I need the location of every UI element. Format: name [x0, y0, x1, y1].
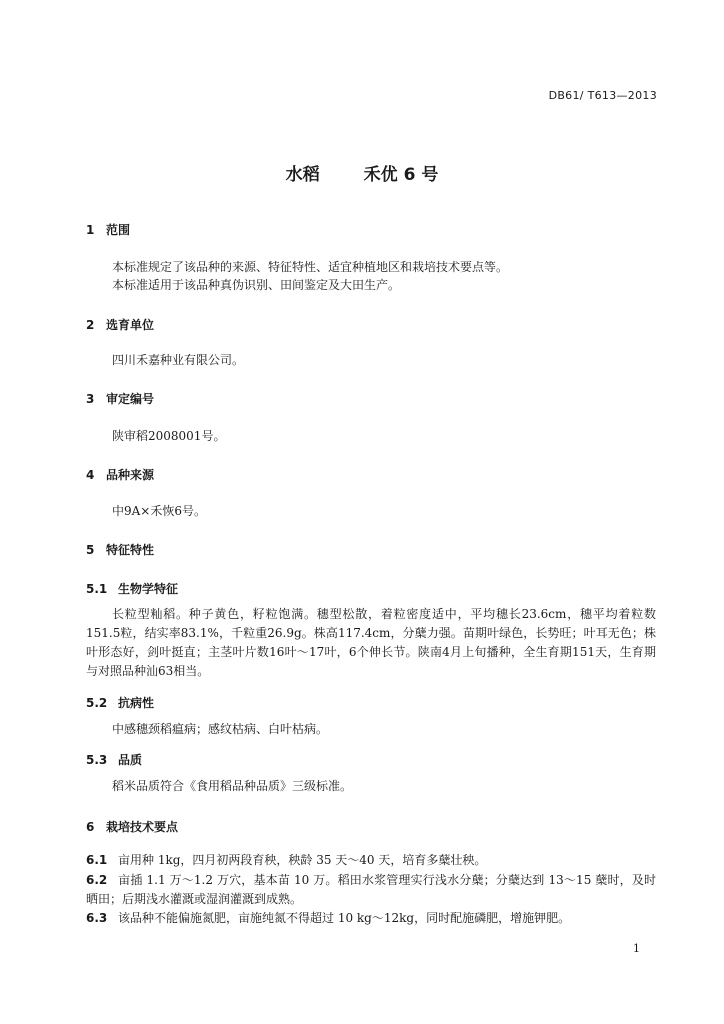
section-5-2-heading	[86, 694, 154, 711]
item-text: 亩插 1.1 万～1.2 万穴，基本苗 10 万。稻田水浆管理实行浅水分蘖；分蘖达到 13～15 蘖时，及时晒田；后期浅水灌溉或湿润灌溉到成熟。	[86, 873, 656, 906]
section-4-paragraph: 中9A×禾恢6号。	[112, 504, 206, 518]
section-5-1-paragraph: 长粒型籼稻。种子黄色，籽粒饱满。穗型松散，着粒密度适中，平均穗长23.6cm，穗平均着粒数151.5粒，结实率83.1%，千粒重26.9g。株高117.4cm，分蘖力强。苗期叶绿色，长势旺；叶耳无色；株叶形态好，剑叶挺直；主茎叶片数16叶～17叶，6个伸长节。陕南4月上旬播种，全生育期151天，生育期与对照品种汕63相当。	[86, 607, 656, 678]
section-number: 3	[86, 392, 95, 406]
document-code: DB61/ T613—2013	[548, 89, 657, 102]
section-title: 选育单位	[106, 318, 155, 332]
section-2-heading	[86, 316, 154, 333]
title-variety: 禾优 6 号	[363, 165, 439, 185]
section-5-1-heading	[86, 580, 178, 597]
section-number: 5	[86, 543, 95, 557]
section-2-paragraph: 四川禾嘉种业有限公司。	[112, 353, 245, 367]
section-title: 审定编号	[106, 392, 155, 406]
section-number: 4	[86, 468, 95, 482]
section-title: 品种来源	[106, 468, 155, 482]
section-title: 范围	[106, 223, 131, 237]
section-5-3-heading	[86, 751, 142, 768]
section-6-heading	[86, 818, 178, 835]
document-title	[0, 160, 724, 185]
item-text: 亩用种 1kg，四月初两段育秧，秧龄 35 天～40 天，培育多蘖壮秧。	[118, 853, 487, 867]
subsection-title: 生物学特征	[118, 582, 179, 596]
subsection-number: 5.3	[86, 753, 108, 767]
item-number: 6.3	[86, 911, 108, 925]
subsection-number: 5.1	[86, 582, 108, 596]
section-4-heading	[86, 466, 154, 483]
item-6-3	[86, 909, 656, 928]
section-3-paragraph: 陕审稻2008001号。	[112, 429, 226, 443]
item-text: 该品种不能偏施氮肥，亩施纯氮不得超过 10 kg～12kg，同时配施磷肥，增施钾肥。	[118, 911, 571, 925]
section-title: 栽培技术要点	[106, 820, 179, 834]
item-6-2	[86, 871, 656, 909]
section-1-paragraph-1: 本标准规定了该品种的来源、特征特性、适宜种植地区和栽培技术要点等。	[112, 260, 509, 274]
title-crop: 水稻	[285, 165, 320, 185]
section-1-heading	[86, 221, 130, 238]
section-number: 6	[86, 820, 95, 834]
item-number: 6.2	[86, 873, 108, 887]
section-5-heading	[86, 541, 154, 558]
section-1-paragraph-2: 本标准适用于该品种真伪识别、田间鉴定及大田生产。	[112, 278, 401, 292]
section-title: 特征特性	[106, 543, 155, 557]
section-5-3-paragraph: 稻米品质符合《食用稻品种品质》三级标准。	[112, 779, 353, 793]
section-number: 2	[86, 318, 95, 332]
section-number: 1	[86, 223, 95, 237]
section-3-heading	[86, 390, 154, 407]
item-6-1	[86, 851, 656, 870]
subsection-title: 抗病性	[118, 696, 155, 710]
subsection-title: 品质	[118, 753, 143, 767]
page-number: 1	[633, 942, 640, 955]
subsection-number: 5.2	[86, 696, 108, 710]
item-number: 6.1	[86, 853, 108, 867]
section-5-2-paragraph: 中感穗颈稻瘟病；感纹枯病、白叶枯病。	[112, 722, 329, 736]
